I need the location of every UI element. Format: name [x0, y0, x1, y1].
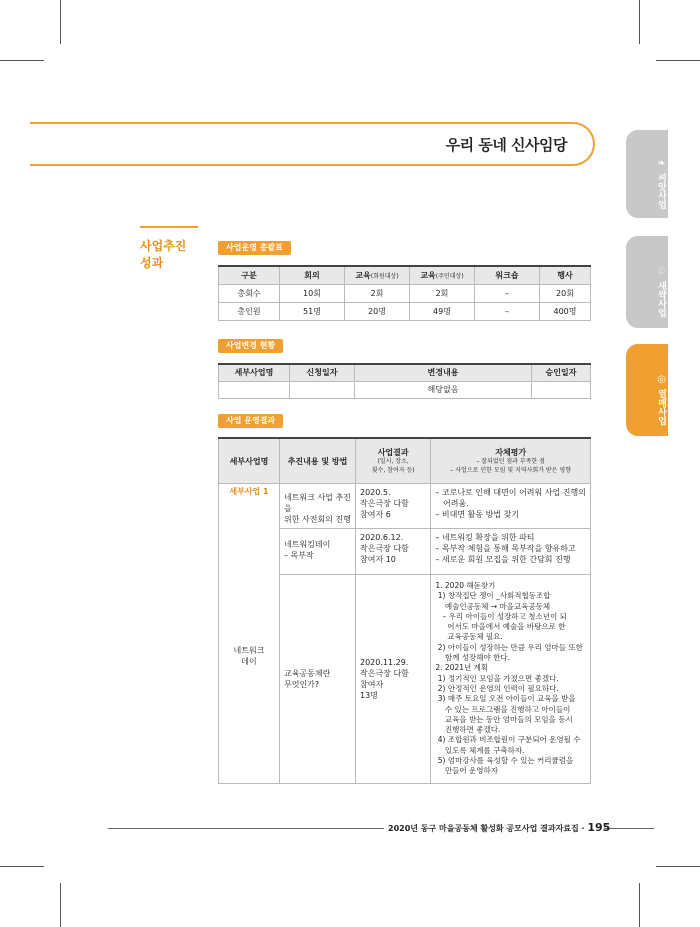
evaluation-line: 교육을 받는 동안 엄마들의 모임을 동시: [435, 714, 573, 724]
section-divider: [140, 226, 198, 228]
summary-table: [218, 265, 591, 321]
crop-mark: [639, 883, 640, 927]
project-name: 네트워크 데이: [219, 529, 280, 784]
table-header-row: 구분 회의 교육(회원대상) 교육(주민대상) 워크숍 행사: [219, 266, 591, 284]
evaluation-line: 1) 창작집단 쟁이 _사회적협동조합: [435, 591, 551, 601]
results-table: [218, 437, 591, 784]
page-header: [30, 122, 595, 166]
crop-mark: [0, 60, 44, 61]
evaluation-line: 예술인공동체 → 마을교육공동체: [435, 601, 551, 611]
crop-mark: [0, 866, 44, 867]
page-title: 우리 동네 신사임당: [445, 136, 567, 154]
table-row: 해당없음: [219, 381, 591, 398]
evaluation-line: 1. 2020 해돋찾기: [435, 581, 496, 590]
crop-mark: [656, 60, 700, 61]
changes-table: [218, 363, 591, 399]
leaf-icon: ❧: [656, 157, 667, 169]
evaluation-line: 함께 성장해야 한다.: [435, 653, 511, 663]
evaluation-line: 수 있는 프로그램을 진행하고 아이들이: [435, 704, 571, 714]
footer-line: [108, 828, 384, 829]
evaluation-line: 어서도 마을에서 예술을 바탕으로 한: [435, 622, 566, 632]
crop-mark: [60, 0, 61, 44]
evaluation-list: [431, 575, 591, 784]
evaluation-line: 4) 조합원과 비조합원이 구분되어 운영될 수: [435, 735, 581, 745]
evaluation-line: 있도록 체계를 구축하자.: [435, 745, 525, 755]
table-row: 총회수 10회 2회 2회 – 20회: [219, 284, 591, 302]
fruit-icon: ◎: [656, 373, 667, 385]
evaluation-line: 진행하면 좋겠다.: [435, 725, 501, 735]
page-footer: 2020년 동구 마을공동체 활성화 공모사업 결과자료집 · 195: [388, 821, 611, 834]
evaluation-line: 3) 매주 토요일 오전 아이들이 교육을 받을: [435, 694, 576, 704]
evaluation-line: 5) 엄마강사를 육성할 수 있는 커리큘럼을: [435, 756, 574, 766]
table-header-row: 세부사업명 추진내용 및 방법 사업결과 (일시, 장소, 횟수, 참여자 등) 자체평가 – 잘되었던 점과 부족한 점 – 사업으로 인한 모임 및 지역사회가 받은 영향: [219, 438, 591, 484]
tab-seed[interactable]: ❧씨앗사업: [626, 130, 668, 218]
footer-line: [604, 828, 654, 829]
tab-fruit[interactable]: ◎열매사업: [626, 344, 668, 436]
evaluation-line: 2) 아이들이 성장하는 만큼 우리 엄마들 또한: [435, 642, 583, 652]
evaluation-line: 만들어 운영하자: [435, 766, 498, 776]
table-row: 세부사업 1 네트워크 사업 추진을 위한 사전회의 진행 2020.5. 작은극장 다함 참여자 6 – 코로나로 인해 대면이 어려워 사업 진행의 어려움. – 비대면 활동 방법 찾기: [219, 484, 591, 529]
summary-label: 사업운영 총괄표: [218, 241, 291, 255]
table-row: 교육공동체란 무엇인가? 2020.11.29. 작은극장 다함 참여자 13명 1. 2020 해돋찾기 1) 창작집단 쟁이 _사회적협동조합 예술인공동체 → 마을교육공동체 – 우리 아이들이 성장하고 청소년이 되 어서도 마을에서 예술을 바탕으로 한 교육공동체 필요. 2) 아이들이 성장하는 만큼 우리 엄마들 또한 함께 성장해야 한다. 2. 2021년 계획 1) 정기적인 모임을 가졌으면 좋겠다. 2) 안정적인 운영의 인력이 필요하다. 3) 매주 토요일 오전 아이들이 교육을 받을 수 있는 프로그램을 진행하고 아이들이 교육을 받는 동안 엄마들의 모임을 동시 진행하면 좋겠다. 4) 조합원과 비조합원이 구분되어 운영될 수 있도록 체계를 구축하자. 5) 엄마강사를 육성할 수 있는 커리큘럼을 만들어 운영하자: [219, 575, 591, 784]
table-header-row: 세부사업명 신청일자 변경내용 승인일자: [219, 364, 591, 381]
evaluation-line: 1) 정기적인 모임을 가졌으면 좋겠다.: [435, 673, 559, 683]
changes-label: 사업변경 현황: [218, 339, 283, 353]
evaluation-line: 교육공동체 필요.: [435, 632, 503, 642]
sprout-icon: ♧: [656, 265, 667, 277]
crop-mark: [639, 0, 640, 44]
evaluation-line: 2. 2021년 계획: [435, 663, 489, 673]
evaluation-line: 2) 안정적인 운영의 인력이 필요하다.: [435, 683, 559, 693]
table-row: 총인원 51명 20명 49명 – 400명: [219, 302, 591, 320]
sub-project-label: 세부사업 1: [219, 484, 280, 529]
page-number: 195: [587, 821, 611, 834]
table-row: 네트워크 데이 네트워킹데이 – 목부작 2020.6.12. 작은극장 다함 참여자 10 – 네트워킹 확장을 위한 파티 – 목부작 체험을 통해 목부작을 향유하고 – 새로운 회원 모집을 위한 간담회 진행: [219, 529, 591, 575]
evaluation-line: – 우리 아이들이 성장하고 청소년이 되: [435, 611, 567, 621]
section-heading: 사업추진 성과: [140, 239, 187, 270]
crop-mark: [656, 866, 700, 867]
tab-sprout[interactable]: ♧새싹사업: [626, 236, 668, 328]
results-label: 사업 운영결과: [218, 414, 283, 428]
crop-mark: [60, 883, 61, 927]
